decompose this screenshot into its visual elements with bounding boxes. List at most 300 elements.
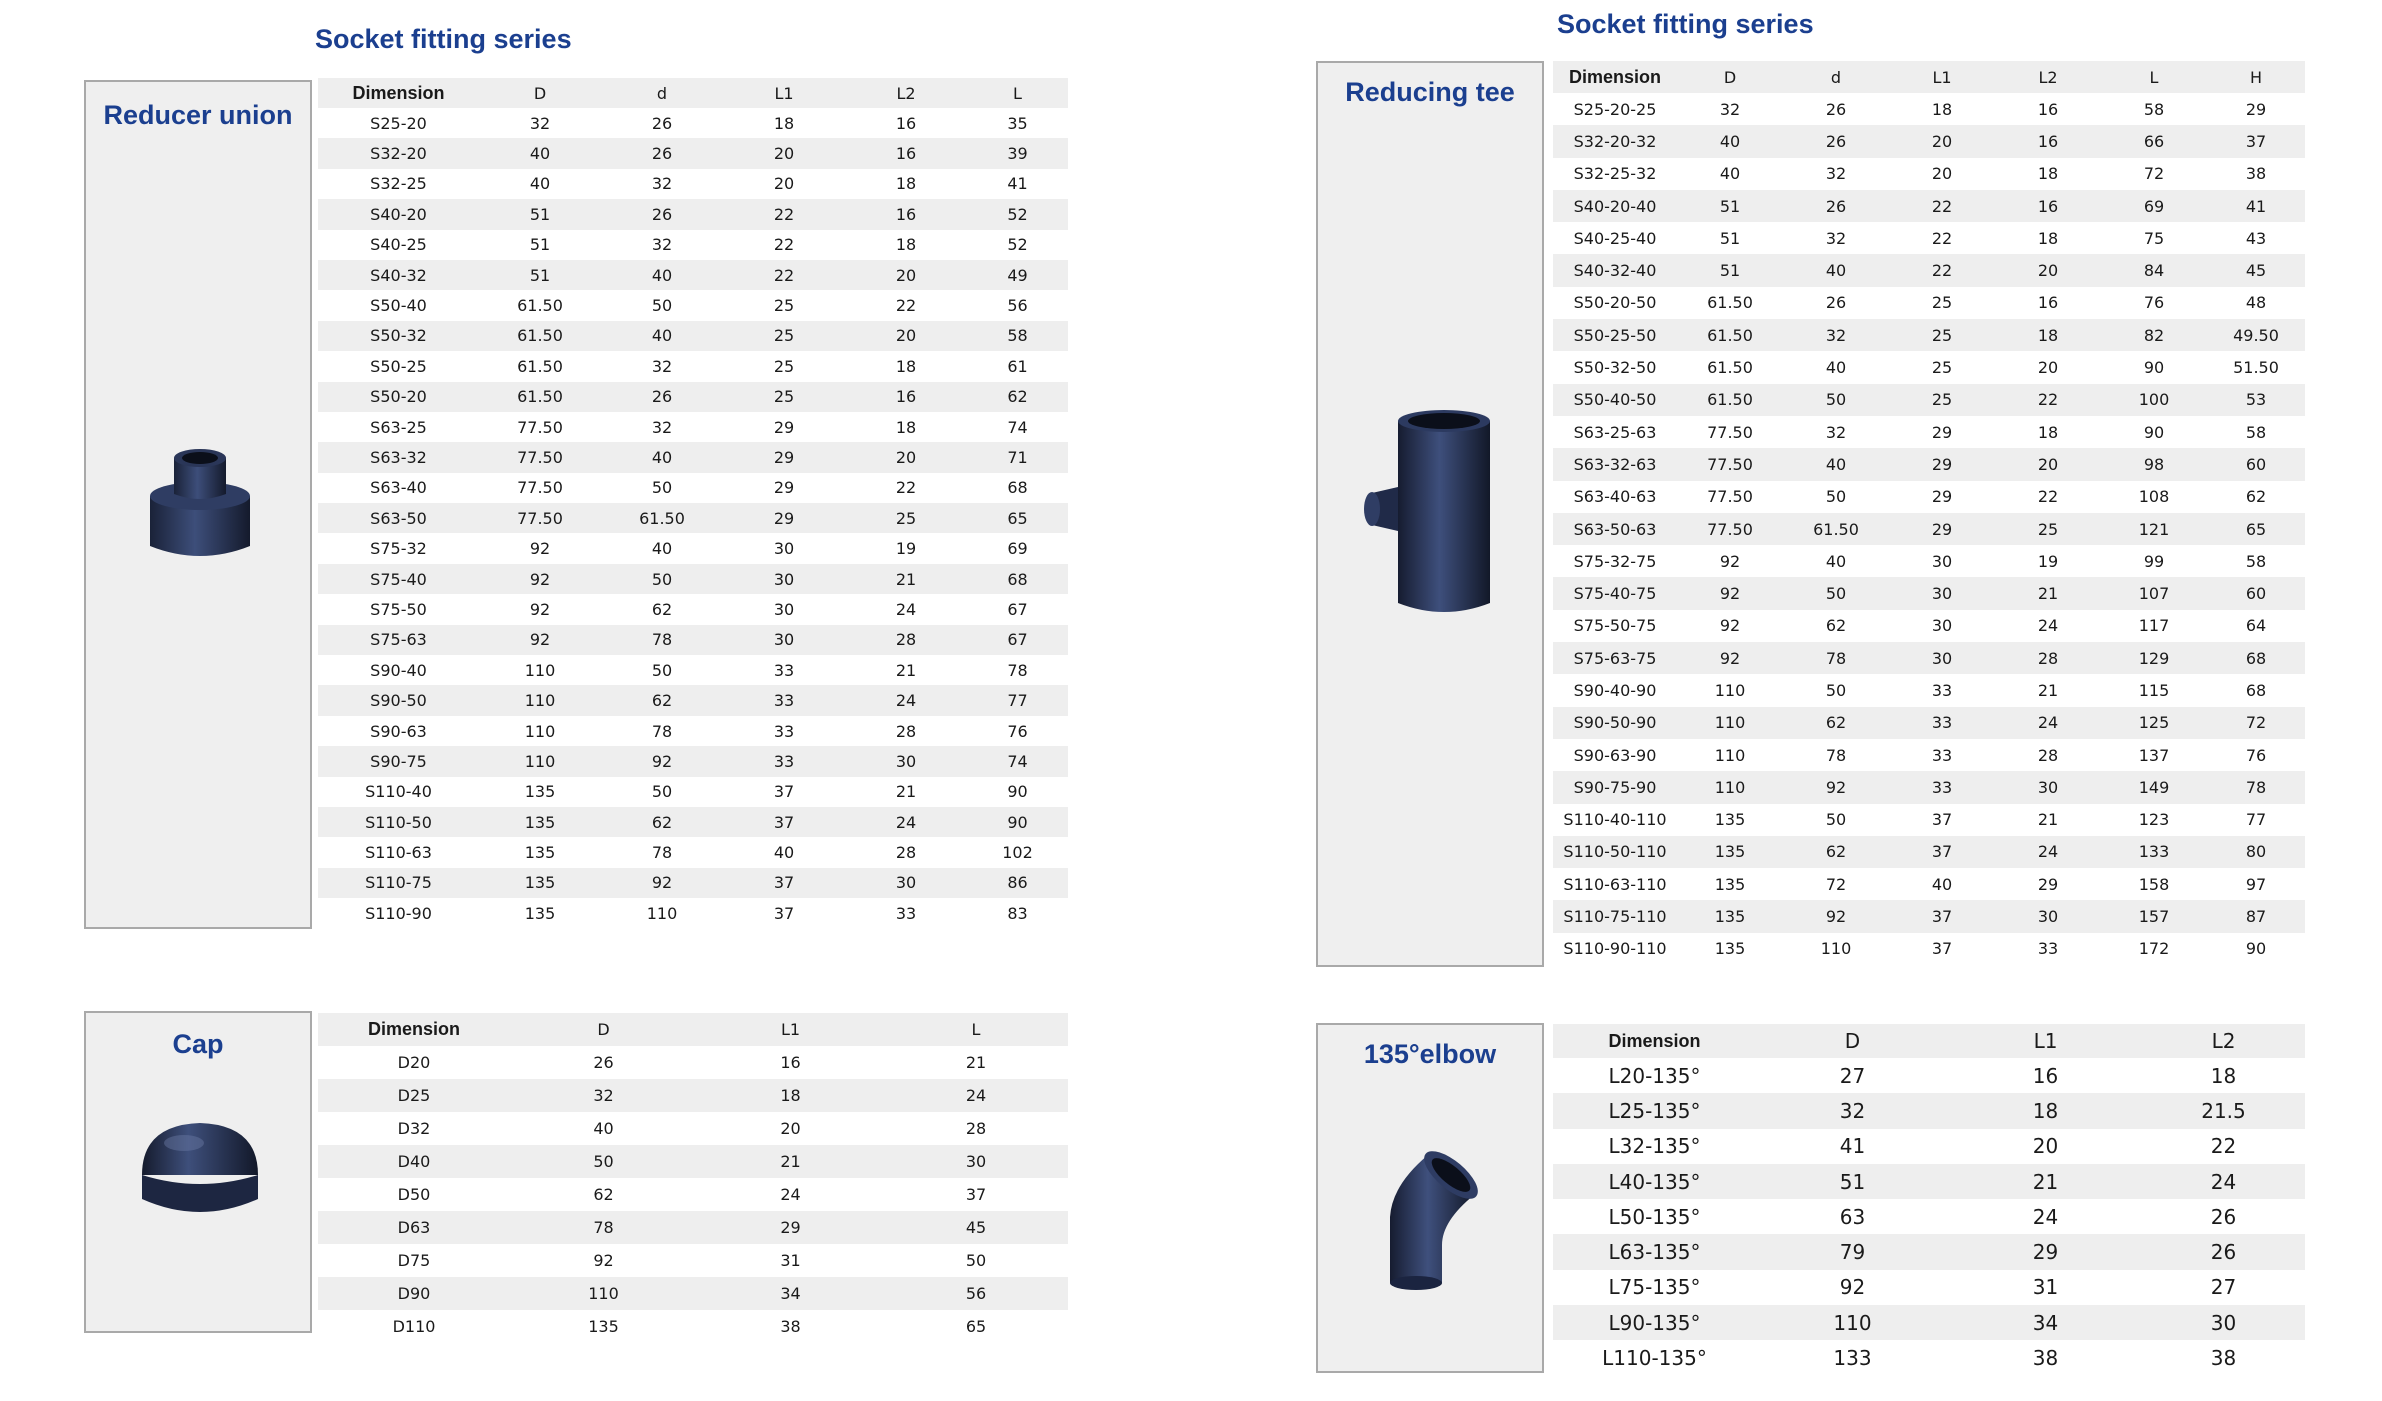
value-cell: 61.50 [517,326,563,346]
value-cell: 110 [1820,939,1852,959]
value-cell: 18 [895,174,917,194]
dimension-cell: S50-25 [370,356,427,376]
value-cell: 37 [1931,810,1953,830]
value-cell: 67 [1007,630,1028,650]
value-cell: 58 [2143,99,2165,119]
value-cell: 43 [2245,228,2267,248]
value-cell: 21 [2032,1169,2059,1194]
dimension-cell: S75-50-75 [1573,616,1657,636]
value-cell: 92 [593,1251,614,1270]
value-cell: 135 [524,873,556,893]
value-cell: 16 [780,1053,801,1072]
value-cell: 32 [1825,228,1847,248]
value-cell: 25 [2037,519,2059,539]
value-cell: 77.50 [517,417,563,437]
column-header: Dimension [367,1019,460,1039]
dimension-cell: S110-75-110 [1563,907,1667,927]
value-cell: 51 [1719,196,1741,216]
value-cell: 65 [965,1317,987,1336]
value-cell: 71 [1007,447,1028,467]
dimension-cell: S50-20 [370,387,427,407]
value-cell: 108 [2138,487,2170,507]
table-row [318,1178,1068,1211]
table-row [1553,1270,2305,1305]
value-cell: 78 [593,1218,614,1237]
table-row [1553,158,2305,190]
value-cell: 18 [895,235,917,255]
value-cell: 92 [651,873,673,893]
value-cell: 78 [1007,660,1028,680]
dimension-cell: S110-63-110 [1563,874,1667,894]
table-row [318,655,1068,685]
value-cell: 33 [1931,745,1953,765]
dimension-cell: S90-75 [370,751,427,771]
value-cell: 40 [651,539,673,559]
table-row [318,777,1068,807]
value-cell: 40 [651,326,673,346]
value-cell: 29 [2245,99,2267,119]
value-cell: 22 [773,265,795,285]
dimension-cell: D25 [397,1086,431,1105]
table-row [1553,481,2305,513]
value-cell: 92 [529,630,551,650]
table-header-row [318,78,1068,108]
value-cell: 90 [2143,358,2165,378]
value-cell: 18 [773,113,795,133]
dimension-cell: S63-50 [370,508,427,528]
value-cell: 32 [651,417,673,437]
value-cell: 31 [2032,1275,2059,1300]
value-cell: 78 [1825,745,1847,765]
value-cell: 28 [965,1119,987,1138]
table-row [1553,416,2305,448]
value-cell: 30 [2037,777,2059,797]
table-row [1553,190,2305,222]
value-cell: 69 [1007,539,1028,559]
value-cell: 61.50 [1707,325,1753,345]
column-header: H [2249,67,2263,87]
value-cell: 27 [1839,1063,1866,1088]
value-cell: 21 [895,782,917,802]
value-cell: 74 [1007,751,1028,771]
value-cell: 92 [1719,616,1741,636]
dimension-cell: L90-135° [1608,1310,1701,1335]
table-row [1553,804,2305,836]
dimension-cell: S25-20 [370,113,427,133]
column-header: D [1844,1029,1861,1053]
table-row [318,1244,1068,1277]
value-cell: 121 [2138,519,2170,539]
value-cell: 51 [1719,261,1741,281]
value-cell: 38 [2032,1346,2059,1371]
value-cell: 22 [895,296,917,316]
table-row [318,594,1068,624]
value-cell: 24 [2037,842,2059,862]
value-cell: 31 [780,1251,801,1270]
table-row [318,108,1068,138]
elbow-table [1553,1024,2305,1376]
dimension-cell: S110-40-110 [1563,810,1667,830]
dimension-cell: S63-32-63 [1573,454,1657,474]
value-cell: 39 [1007,144,1028,164]
value-cell: 32 [651,174,673,194]
value-cell: 20 [1931,164,1953,184]
value-cell: 50 [651,782,673,802]
table-row [318,321,1068,351]
value-cell: 110 [1714,680,1746,700]
value-cell: 33 [895,903,917,923]
dimension-cell: S75-50 [370,599,427,619]
value-cell: 30 [965,1152,987,1171]
value-cell: 72 [1825,874,1847,894]
value-cell: 29 [1931,454,1953,474]
value-cell: 61.50 [517,356,563,376]
table-row [1553,254,2305,286]
value-cell: 110 [524,751,556,771]
value-cell: 16 [895,144,917,164]
dimension-cell: S40-20-40 [1573,196,1657,216]
dimension-cell: S110-90-110 [1563,939,1667,959]
value-cell: 25 [773,326,795,346]
value-cell: 158 [2138,874,2170,894]
value-cell: 100 [2138,390,2170,410]
value-cell: 20 [895,326,917,346]
value-cell: 37 [773,873,795,893]
dimension-cell: D40 [397,1152,431,1171]
value-cell: 74 [1007,417,1028,437]
table-row [318,1112,1068,1145]
table-row [1553,448,2305,480]
value-cell: 37 [773,812,795,832]
value-cell: 21.5 [2201,1098,2246,1123]
dimension-cell: S40-25 [370,235,427,255]
dimension-cell: S110-40 [365,782,432,802]
value-cell: 51.50 [2233,358,2279,378]
dimension-cell: S75-40-75 [1573,584,1657,604]
value-cell: 51 [1719,228,1741,248]
table-row [318,868,1068,898]
value-cell: 19 [895,539,917,559]
value-cell: 61.50 [639,508,685,528]
value-cell: 16 [2037,131,2059,151]
value-cell: 50 [1825,584,1847,604]
value-cell: 40 [529,144,551,164]
dimension-cell: S110-90 [365,903,432,923]
value-cell: 135 [588,1317,619,1336]
value-cell: 22 [1931,228,1953,248]
table-row [318,412,1068,442]
table-row [318,503,1068,533]
reducing-tee-title: Reducing tee [1345,77,1515,107]
table-header-row [318,1013,1068,1046]
value-cell: 25 [773,296,795,316]
value-cell: 32 [651,356,673,376]
table-row [318,1211,1068,1244]
value-cell: 110 [1714,713,1746,733]
value-cell: 34 [2032,1310,2059,1335]
value-cell: 26 [2210,1240,2237,1265]
value-cell: 40 [1825,454,1847,474]
column-header: L2 [2038,67,2058,87]
value-cell: 20 [773,174,795,194]
value-cell: 33 [773,691,795,711]
value-cell: 24 [2032,1204,2059,1229]
value-cell: 77.50 [1707,487,1753,507]
value-cell: 33 [773,721,795,741]
value-cell: 92 [1719,648,1741,668]
value-cell: 52 [1007,235,1028,255]
value-cell: 25 [773,356,795,376]
table-row [1553,1058,2305,1093]
value-cell: 29 [1931,422,1953,442]
table-header-row [1553,1024,2305,1058]
value-cell: 149 [2138,777,2170,797]
dimension-cell: S50-20-50 [1573,293,1657,313]
value-cell: 21 [895,660,917,680]
value-cell: 16 [2032,1063,2059,1088]
dimension-cell: S50-32-50 [1573,358,1657,378]
dimension-cell: L20-135° [1608,1063,1701,1088]
value-cell: 26 [651,144,673,164]
table-row [1553,577,2305,609]
value-cell: 24 [895,812,917,832]
dimension-cell: S40-32-40 [1573,261,1657,281]
dimension-cell: D110 [392,1317,436,1336]
column-header: L1 [774,83,794,103]
value-cell: 110 [524,691,556,711]
value-cell: 77.50 [1707,519,1753,539]
value-cell: 77.50 [517,447,563,467]
dimension-cell: S110-50-110 [1563,842,1667,862]
table-row [1553,287,2305,319]
value-cell: 33 [1931,777,1953,797]
table-row [318,1046,1068,1079]
table-row [318,442,1068,472]
reducing-tee-table [1553,61,2305,965]
dimension-cell: S63-40 [370,478,427,498]
column-header: Dimension [1608,1030,1701,1051]
value-cell: 20 [1931,131,1953,151]
value-cell: 20 [895,447,917,467]
dimension-cell: D50 [397,1185,431,1204]
column-header: L [1013,83,1022,103]
value-cell: 16 [2037,99,2059,119]
value-cell: 77 [2245,810,2267,830]
value-cell: 24 [780,1185,801,1204]
value-cell: 92 [529,539,551,559]
value-cell: 92 [1825,907,1847,927]
dimension-cell: D75 [397,1251,431,1270]
table-row [1553,545,2305,577]
value-cell: 16 [2037,196,2059,216]
value-cell: 61.50 [517,296,563,316]
value-cell: 49.50 [2233,325,2279,345]
column-header: L1 [2033,1029,2058,1053]
value-cell: 25 [1931,358,1953,378]
value-cell: 32 [593,1086,614,1105]
column-header: D [1723,67,1737,87]
value-cell: 16 [895,113,917,133]
value-cell: 16 [2037,293,2059,313]
table-row [1553,1234,2305,1269]
value-cell: 37 [965,1185,987,1204]
value-cell: 69 [2143,196,2165,216]
table-row [1553,674,2305,706]
value-cell: 110 [524,660,556,680]
value-cell: 25 [1931,390,1953,410]
dimension-cell: L63-135° [1608,1240,1701,1265]
value-cell: 29 [2032,1240,2059,1265]
value-cell: 107 [2138,584,2170,604]
value-cell: 21 [2037,584,2059,604]
value-cell: 30 [2037,907,2059,927]
value-cell: 135 [524,812,556,832]
dimension-cell: S75-63 [370,630,427,650]
value-cell: 135 [1714,907,1746,927]
value-cell: 40 [593,1119,614,1138]
reducing-tee-box [1316,61,1544,967]
value-cell: 25 [1931,325,1953,345]
table-row [318,260,1068,290]
value-cell: 40 [529,174,551,194]
value-cell: 22 [773,204,795,224]
dimension-cell: S75-32-75 [1573,551,1657,571]
table-row [318,1079,1068,1112]
value-cell: 68 [2245,680,2267,700]
value-cell: 50 [1825,390,1847,410]
table-row [318,898,1068,928]
value-cell: 77.50 [1707,422,1753,442]
value-cell: 22 [773,235,795,255]
table-row [1553,351,2305,383]
dimension-cell: S90-63 [370,721,427,741]
value-cell: 30 [2210,1310,2237,1335]
dimension-cell: L40-135° [1608,1169,1701,1194]
table-row [1553,1093,2305,1128]
value-cell: 20 [780,1119,801,1138]
table-row [1553,868,2305,900]
dimension-cell: S90-40 [370,660,427,680]
value-cell: 68 [1007,569,1028,589]
value-cell: 90 [2143,422,2165,442]
value-cell: 92 [1825,777,1847,797]
value-cell: 86 [1007,873,1028,893]
value-cell: 40 [651,447,673,467]
value-cell: 41 [2245,196,2267,216]
value-cell: 82 [2143,325,2165,345]
value-cell: 123 [2138,810,2170,830]
column-header: Dimension [1568,66,1661,87]
column-header: L2 [896,83,916,103]
dimension-cell: S63-25-63 [1573,422,1657,442]
dimension-cell: S110-50 [365,812,432,832]
dimension-cell: L25-135° [1608,1098,1701,1123]
elbow-title: 135°elbow [1363,1039,1497,1069]
table-row [1553,900,2305,932]
value-cell: 172 [2138,939,2170,959]
value-cell: 62 [1825,616,1847,636]
value-cell: 76 [1007,721,1028,741]
reducer-union-title: Reducer union [103,100,293,130]
value-cell: 30 [1931,551,1953,571]
column-header: L2 [2211,1029,2236,1053]
value-cell: 26 [1825,293,1847,313]
dimension-cell: S90-75-90 [1573,777,1657,797]
value-cell: 21 [2037,810,2059,830]
value-cell: 30 [773,569,795,589]
value-cell: 110 [646,903,678,923]
value-cell: 29 [773,447,795,467]
value-cell: 28 [895,630,917,650]
reducing-tee-icon [1362,407,1502,627]
value-cell: 24 [2037,616,2059,636]
value-cell: 32 [1825,164,1847,184]
value-cell: 51 [529,265,551,285]
value-cell: 18 [2032,1098,2059,1123]
value-cell: 26 [651,113,673,133]
value-cell: 62 [651,599,673,619]
value-cell: 80 [2245,842,2267,862]
dimension-cell: S63-25 [370,417,427,437]
value-cell: 50 [1825,810,1847,830]
dimension-cell: D20 [397,1053,431,1072]
column-header: L [971,1020,981,1039]
value-cell: 135 [524,782,556,802]
dimension-cell: S40-25-40 [1573,228,1657,248]
cap-table [318,1013,1068,1343]
value-cell: 30 [895,873,917,893]
value-cell: 41 [1839,1134,1866,1159]
value-cell: 48 [2245,293,2267,313]
value-cell: 18 [2037,422,2059,442]
value-cell: 26 [2210,1204,2237,1229]
dimension-cell: S32-20 [370,144,427,164]
value-cell: 61.50 [1813,519,1859,539]
value-cell: 92 [529,599,551,619]
value-cell: 33 [773,751,795,771]
value-cell: 29 [2037,874,2059,894]
table-row [318,169,1068,199]
value-cell: 68 [1007,478,1028,498]
value-cell: 20 [2037,261,2059,281]
value-cell: 56 [965,1284,987,1303]
value-cell: 26 [1825,99,1847,119]
table-row [1553,933,2305,965]
value-cell: 92 [1719,551,1741,571]
table-row [1553,1305,2305,1340]
value-cell: 26 [651,387,673,407]
value-cell: 28 [895,843,917,863]
dimension-cell: S40-20 [370,204,427,224]
dimension-cell: S90-50 [370,691,427,711]
value-cell: 32 [1825,325,1847,345]
table-row [1553,610,2305,642]
column-header: D [533,83,547,103]
value-cell: 92 [529,569,551,589]
value-cell: 26 [593,1053,614,1072]
cap-box [84,1011,312,1333]
value-cell: 40 [1825,551,1847,571]
value-cell: 67 [1007,599,1028,619]
value-cell: 137 [2138,745,2170,765]
value-cell: 24 [2037,713,2059,733]
value-cell: 35 [1007,113,1028,133]
value-cell: 135 [1714,810,1746,830]
value-cell: 30 [773,539,795,559]
value-cell: 135 [524,903,556,923]
series-title-right: Socket fitting series [1557,9,1814,39]
value-cell: 60 [2245,584,2267,604]
